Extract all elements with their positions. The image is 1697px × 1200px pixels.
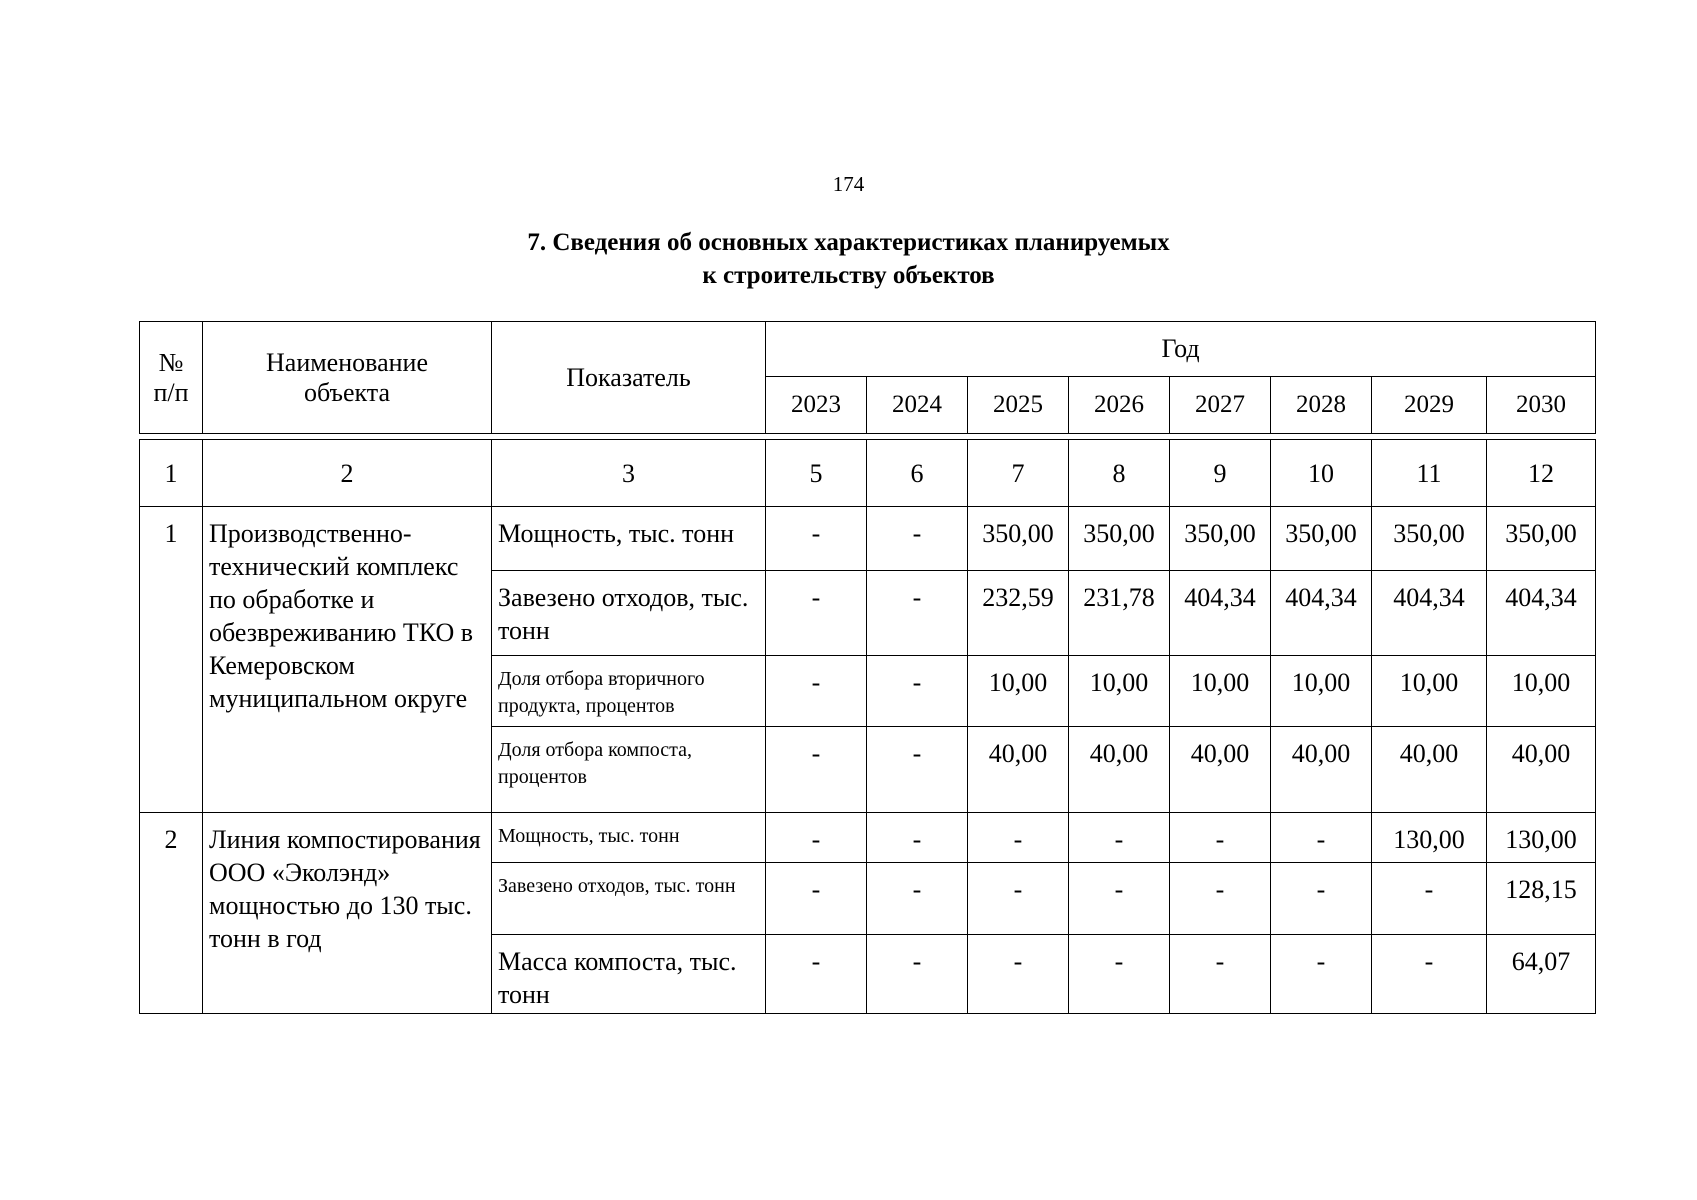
column-number: 1 [140, 440, 203, 507]
indicator-value-2028: 10,00 [1271, 656, 1372, 727]
object-number: 1 [140, 507, 203, 813]
object-number: 2 [140, 813, 203, 1014]
header-indicator: Показатель [492, 322, 766, 434]
indicator-value-2026: - [1069, 863, 1170, 935]
header-name [203, 322, 492, 434]
indicator-value-2030: 404,34 [1487, 571, 1596, 656]
page-number: 174 [832, 172, 865, 196]
indicator-value-2024: - [867, 935, 968, 1014]
indicator-value-2027: - [1170, 813, 1271, 863]
indicator-label: Масса компоста, тыс. тонн [492, 935, 766, 1014]
indicator-value-2027: 350,00 [1170, 507, 1271, 571]
indicator-label: Доля отбора вторичного продукта, процентов [492, 656, 766, 727]
indicator-value-2024: - [867, 813, 968, 863]
indicator-label: Мощность, тыс. тонн [492, 507, 766, 571]
indicator-value-2026: 40,00 [1069, 727, 1170, 813]
column-number: 5 [766, 440, 867, 507]
title-line-2: к строительству объектов [702, 262, 995, 289]
indicator-value-2024: - [867, 507, 968, 571]
table-header [139, 321, 1596, 434]
indicator-value-2028: 40,00 [1271, 727, 1372, 813]
object-name: Производственно-технический комплекс по обработке и обезвреживанию ТКО в Кемеровском муниципальном округе [203, 507, 492, 813]
column-number: 7 [968, 440, 1069, 507]
header-year: Год [766, 322, 1596, 377]
table-row [140, 507, 1596, 571]
header-year-2025: 2025 [968, 377, 1069, 434]
indicator-value-2023: - [766, 656, 867, 727]
header-no-line2: п/п [153, 377, 189, 407]
indicator-value-2028: - [1271, 935, 1372, 1014]
indicator-value-2025: 40,00 [968, 727, 1069, 813]
header-name-line2: объекта [303, 377, 391, 407]
column-number: 2 [203, 440, 492, 507]
object-name: Линия компостирования ООО «Эколэнд» мощностью до 130 тыс. тонн в год [203, 813, 492, 1014]
header-year-2030: 2030 [1487, 377, 1596, 434]
indicator-value-2026: 10,00 [1069, 656, 1170, 727]
indicator-value-2025: - [968, 863, 1069, 935]
header-year-2027: 2027 [1170, 377, 1271, 434]
column-number: 9 [1170, 440, 1271, 507]
indicator-value-2027: - [1170, 863, 1271, 935]
indicator-value-2023: - [766, 935, 867, 1014]
indicator-value-2026: - [1069, 935, 1170, 1014]
indicator-label: Завезено отходов, тыс. тонн [492, 863, 766, 935]
column-number: 8 [1069, 440, 1170, 507]
indicator-value-2029: 40,00 [1372, 727, 1487, 813]
data-table [139, 439, 1596, 1014]
indicator-value-2023: - [766, 507, 867, 571]
indicator-value-2030: 10,00 [1487, 656, 1596, 727]
indicator-value-2030: 130,00 [1487, 813, 1596, 863]
indicator-value-2025: - [968, 935, 1069, 1014]
indicator-value-2029: 130,00 [1372, 813, 1487, 863]
column-number-row [140, 440, 1596, 507]
indicator-value-2028: 350,00 [1271, 507, 1372, 571]
indicator-value-2025: 350,00 [968, 507, 1069, 571]
indicator-value-2029: - [1372, 863, 1487, 935]
indicator-value-2025: 10,00 [968, 656, 1069, 727]
indicator-value-2028: - [1271, 813, 1372, 863]
header-year-2023: 2023 [766, 377, 867, 434]
header-name-line1: Наименование [266, 347, 428, 377]
indicator-value-2030: 64,07 [1487, 935, 1596, 1014]
column-number: 6 [867, 440, 968, 507]
header-year-2026: 2026 [1069, 377, 1170, 434]
document-title [0, 226, 1697, 292]
indicator-value-2027: 404,34 [1170, 571, 1271, 656]
indicator-value-2026: 350,00 [1069, 507, 1170, 571]
column-number: 3 [492, 440, 766, 507]
column-number: 11 [1372, 440, 1487, 507]
indicator-label: Завезено отходов, тыс. тонн [492, 571, 766, 656]
indicator-value-2023: - [766, 727, 867, 813]
indicator-label: Мощность, тыс. тонн [492, 813, 766, 863]
table-row [140, 813, 1596, 863]
indicator-value-2030: 128,15 [1487, 863, 1596, 935]
indicator-value-2024: - [867, 571, 968, 656]
header-no [140, 322, 203, 434]
header-year-2024: 2024 [867, 377, 968, 434]
indicator-value-2025: - [968, 813, 1069, 863]
indicator-value-2028: 404,34 [1271, 571, 1372, 656]
indicator-value-2027: 10,00 [1170, 656, 1271, 727]
header-year-2029: 2029 [1372, 377, 1487, 434]
indicator-value-2024: - [867, 727, 968, 813]
header-no-line1: № [158, 347, 184, 377]
indicator-value-2024: - [867, 656, 968, 727]
indicator-value-2024: - [867, 863, 968, 935]
indicator-value-2029: 350,00 [1372, 507, 1487, 571]
title-line-1: 7. Сведения об основных характеристиках планируемых [527, 229, 1170, 256]
column-number: 10 [1271, 440, 1372, 507]
indicator-value-2026: - [1069, 813, 1170, 863]
indicator-value-2030: 40,00 [1487, 727, 1596, 813]
indicator-value-2029: 404,34 [1372, 571, 1487, 656]
header-year-2028: 2028 [1271, 377, 1372, 434]
indicator-value-2029: - [1372, 935, 1487, 1014]
indicator-value-2025: 232,59 [968, 571, 1069, 656]
indicator-value-2023: - [766, 863, 867, 935]
indicator-value-2028: - [1271, 863, 1372, 935]
indicator-value-2027: - [1170, 935, 1271, 1014]
indicator-value-2029: 10,00 [1372, 656, 1487, 727]
indicator-value-2030: 350,00 [1487, 507, 1596, 571]
indicator-value-2023: - [766, 571, 867, 656]
indicator-value-2027: 40,00 [1170, 727, 1271, 813]
indicator-label: Доля отбора компоста, процентов [492, 727, 766, 813]
indicator-value-2026: 231,78 [1069, 571, 1170, 656]
column-number: 12 [1487, 440, 1596, 507]
indicator-value-2023: - [766, 813, 867, 863]
